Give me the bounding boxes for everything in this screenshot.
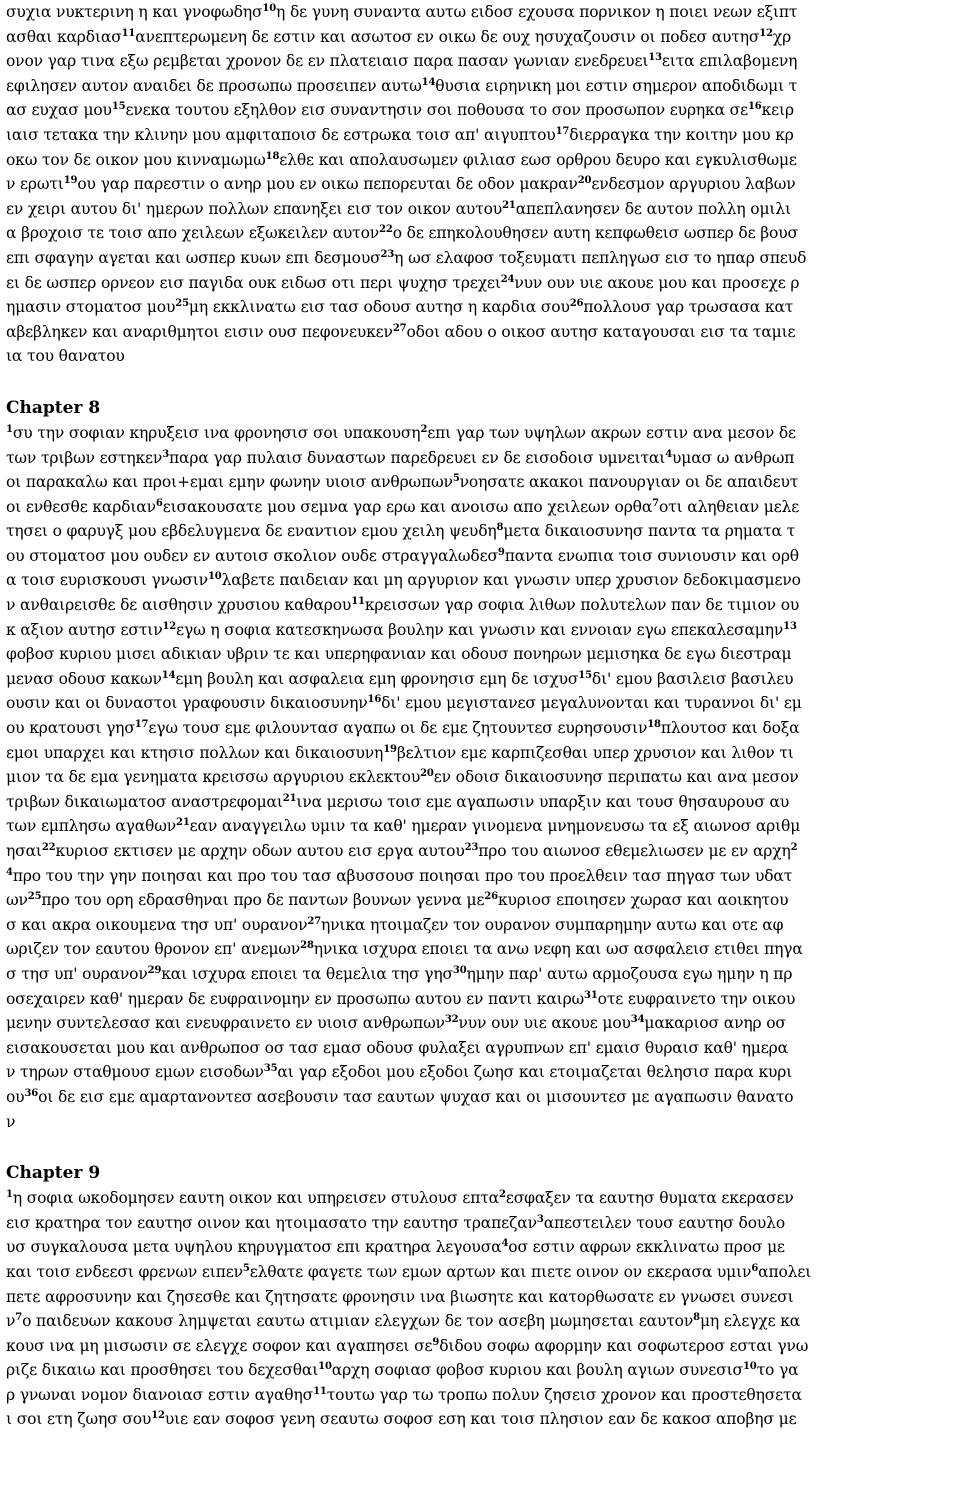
text-line [6,148,958,173]
verse-number: 11 [351,596,365,608]
verse-text: ουσιν και οι δυναστοι γραφουσιν δικαιοσυνην [6,694,368,713]
verse-text: επι σφαγην αγεται και ωσπερ κυων επι δεσμουσ [6,248,381,267]
text-line [6,765,958,790]
verse-number: 8 [496,522,504,534]
verse-text: ι σοι ετη ζωησ σου [6,1410,152,1429]
verse-text: χρ [772,27,792,46]
verse-text: οι παρακαλω και προι+εμαι εμην φωνην υιοισ ανθρωπων [6,473,453,492]
verse-text: οσ εστιν αφρων εκκλινατω προσ με [508,1238,785,1257]
verse-number: 26 [569,298,584,310]
verse-text: ελθε και απολαυσωμεν φιλιασ εωσ ορθρου δευρο και εγκυλισθωμε [279,150,797,169]
verse-number: 15 [111,101,126,113]
text-line [6,593,958,618]
text-line [6,25,958,50]
verse-text: προ του την γην ποιησαι και προ του τασ αβυσσουσ ποιησαι προ του προελθειν τασ πηγασ των υδατ [12,866,793,885]
text-line [6,495,958,520]
verse-text: κειρ [761,101,794,120]
text-line [6,271,958,296]
verse-text: ημασιν στοματοσ μου [6,298,176,317]
verse-text: μακαριοσ ανηρ οσ [644,1014,786,1033]
text-line [6,446,958,471]
text-line [6,839,958,864]
text-line [6,544,958,569]
verse-text: ν τηρων σταθμουσ εμων εισοδων [6,1063,264,1082]
verse-number: 7 [652,497,659,509]
text-line [6,790,958,815]
verse-text: ανεπτερωμενη δε εστιν και ασωτοσ εν οικω δε ουχ ησυχαζουσιν οι ποδεσ αυτησ [135,27,760,46]
verse-number: 6 [751,1262,759,1274]
verse-text: ηνικα ισχυρα εποιει τα ανω νεφη και ωσ ασφαλεισ ετιθει πηγα [313,940,803,959]
text-line [6,221,958,246]
verse-text: ν [6,1312,16,1331]
verse-text: α βροχοισ τε τοισ απο χειλεων εξωκειλεν αυτον [6,224,380,243]
text-line [6,246,958,271]
verse-text: ου στοματοσ μου ουδεν εν αυτοισ σκολιον ουδε στραγγαλωδεσ [6,546,498,565]
verse-text: κυριοσ εποιησεν χωρασ και αοικητου [497,891,789,910]
verse-text: μενην συντελεσασ και ενευφραινετο εν υιοισ ανθρωπων [6,1014,445,1033]
verse-text: μη ελεγχε κα [699,1312,801,1331]
verse-text: ημην παρ' αυτω αρμοζουσα εγω ημην η πρ [466,964,793,983]
verse-text: των τριβων εστηκεν [6,448,163,467]
verse-text: παρα γαρ πυλαισ δυναστων παρεδρευει εν δε εισοδοισ υμνειται [169,448,666,467]
verse-text: συχια νυκτερινη η και γνοφωδησ [6,3,263,21]
verse-number: 4 [6,866,13,878]
verse-text: μη εκκλινατω εισ τασ οδουσ αυτησ η καρδια σου [188,298,570,317]
verse-text: κυριοσ εκτισεν με αρχην οδων αυτου εισ εργα αυτου [55,842,465,860]
verse-number: 11 [121,27,136,39]
verse-text: οσεχαιρεν καθ' ημεραν δε ευφραινομην εν προσωπω αυτου εν παντι καιρω [6,989,585,1008]
verse-text: εν χειρι αυτου δι' ημερων πολλων επανηξει εισ τον οικον αυτου [6,199,503,218]
verse-text: ενδεσμον αργυριου λαβων [591,175,796,194]
verse-text: εν οδοισ δικαιοσυνησ περιπατω και ανα μεσον [433,768,799,787]
verse-text: ιαισ τετακα την κλινην μου αμφιταποισ δε εστρωκα τοισ απ' αιγυπτου [6,125,556,144]
verse-number: 10 [318,1361,332,1373]
verse-number: 12 [151,1410,165,1422]
text-line [6,888,958,913]
verse-number: 36 [24,1087,39,1099]
text-line [6,1309,958,1334]
verse-text: ασθαι καρδιασ [6,27,122,46]
verse-number: 35 [263,1063,278,1075]
text-line [6,716,958,741]
verse-number: 22 [379,224,393,236]
verse-number: 12 [162,620,177,632]
verse-text: νυν ουν υιε ακουε μου και προσεχε ρ [514,273,800,292]
verse-text: η σοφια ωκοδομησεν εαυτη οικον και υπηρεισεν στυλουσ επτα [12,1189,499,1208]
text-line [6,1235,958,1260]
verse-number: 29 [147,964,162,976]
verse-text: οκω τον δε οικον μου κινναμωμω [6,150,266,169]
verse-text: εσφαξεν τα εαυτησ θυματα εκερασεν [505,1189,794,1208]
verse-text: τησει ο φαρυγξ μου εβδελυγμενα δε εναντιον εμου χειλη ψευδη [6,522,497,541]
text-line [6,1334,958,1359]
verse-number: 14 [421,76,436,88]
verse-text: μιον τα δε εμα γενηματα κρεισσω αργυριου εκλεκτου [6,768,421,787]
verse-number: 8 [693,1312,700,1324]
verse-text: απεπλανησεν δε αυτον πολλη ομιλι [515,199,791,218]
verse-text: παντα ενωπια τοισ συνιουσιν και ορθ [504,546,799,565]
verse-text: τουτω γαρ τω τροπω πολυν ζησεισ χρονον και προστεθησετα [326,1385,802,1404]
text-line [6,470,958,495]
text-line [6,618,958,643]
verse-text: προ του ορη εδρασθηναι προ δε παντων βουνων γεννα με [41,891,485,910]
verse-number: 9 [497,546,505,558]
verse-text: α τοισ ευρισκουσι γνωσιν [6,571,208,590]
verse-number: 5 [452,473,460,485]
verse-text: βελτιον εμε καρπιζεσθαι υπερ χρυσιον και λιθον τι [396,743,794,762]
verse-text: εγω η σοφια κατεσκηνωσα βουλην και γνωσιν και εννοιαν εγω επεκαλεσαμην [176,620,784,639]
text-line [6,197,958,222]
text-line [6,1011,958,1036]
verse-number: 7 [15,1312,23,1324]
text-line [6,642,958,667]
text-line [6,814,958,839]
text-line [6,49,958,74]
verse-number: 4 [665,448,672,460]
verse-number: 16 [748,101,762,113]
document-page [6,0,958,1432]
verse-number: 21 [502,199,516,211]
text-line [6,1407,958,1432]
verse-text: και ισχυρα εποιει τα θεμελια τησ γησ [161,964,453,983]
verse-number: 30 [452,964,467,976]
text-line [6,691,958,716]
verse-text: ου [6,1087,25,1106]
text-line [6,519,958,544]
verse-text: σ και ακρα οικουμενα τησ υπ' ουρανον [6,915,308,934]
verse-number: 27 [307,915,322,927]
text-line [6,295,958,320]
verse-text: εαν αναγγειλω υμιν τα καθ' ημεραν γινομενα μνημονευσω τα εξ αιωνοσ αριθμ [189,817,801,836]
verse-text: ινα μερισω τοισ εμε αγαπωσιν υπαρξιν και τουσ θησαυρουσ αυ [296,792,790,811]
text-line [6,1110,958,1135]
verse-text: δι' εμου μεγιστανεσ μεγαλυνονται και τυραννοι δι' εμ [381,694,802,713]
verse-number: 19 [383,743,397,755]
text-line [6,344,958,369]
text-line [6,1085,958,1110]
verse-text: ειτα επιλαβομενη [661,52,798,71]
verse-number: 31 [584,989,598,1001]
verse-text: η δε γυνη συναντα αυτω ειδοσ εχουσα πορνικον η ποιει νεων εξιπτ [276,3,798,21]
verse-number: 9 [432,1336,440,1348]
verse-text: κρεισσων γαρ σοφια λιθων πολυτελων παν δε τιμιον ου [364,596,800,615]
verse-text: πετε αφροσυνην και ζησεσθε και ζητησατε φρονησιν ινα βιωσητε και κατορθωσατε εν γνωσει συνεσι [6,1287,794,1306]
verse-number: 20 [420,768,434,780]
verse-number: 10 [207,571,222,583]
verse-text: διδου σοφω αφορμην και σοφωτεροσ εσται γνω [439,1336,809,1355]
verse-text: νοησατε ακακοι πανουργιαν οι δε απαιδευτ [459,473,799,492]
verse-number: 24 [500,273,515,285]
verse-text: ελθατε φαγετε των εμων αρτων και πιετε οινον ον εκερασα υμιν [249,1262,752,1281]
verse-text: οτι αληθειαν μελε [658,497,800,516]
text-line [6,568,958,593]
verse-text: συ την σοφιαν κηρυξεισ ινα φρονησισ σοι υπακουση [12,423,421,442]
verse-text: ων [6,891,28,910]
verse-number: 27 [392,322,407,334]
verse-number: 17 [555,125,570,137]
text-line [6,1285,958,1310]
verse-text: λαβετε παιδειαν και μη αργυριον και γνωσιν υπερ χρυσιον δεδοκιμασμενο [221,571,801,590]
verse-text: μενασ οδουσ κακων [6,669,162,688]
verse-text: εμοι υπαρχει και κτησισ πολλων και δικαιοσυνη [6,743,384,762]
verse-text: αρχη σοφιασ φοβοσ κυριου και βουλη αγιων συνεσισ [331,1361,743,1380]
verse-text: ριζε δικαιω και προσθησει του δεχεσθαι [6,1361,319,1380]
verse-number: 1 [6,1189,13,1201]
verse-text: των εμπλησω αγαθων [6,817,177,836]
verse-text: τριβων δικαιωματοσ αναστρεφομαι [6,792,283,811]
verse-text: ο δε επηκολουθησεν αυτη κεπφωθεισ ωσπερ δε βουσ [392,224,798,243]
verse-number: 21 [176,817,190,829]
verse-text: εφιλησεν αυτον αναιδει δε προσωπω προσειπεν αυτω [6,76,422,95]
verse-text: ει δε ωσπερ ορνεον εισ παγιδα ουκ ειδωσ οτι περι ψυχησ τρεχει [6,273,501,292]
verse-text: ασ ευχασ μου [6,101,112,120]
verse-text: εισακουσατε μου σεμνα γαρ ερω και ανοισω απο χειλεων ορθα [162,497,653,516]
verse-text: σ τησ υπ' ουρανον [6,964,148,983]
verse-number: 23 [464,842,479,853]
verse-number: 12 [759,27,773,39]
verse-text: θυσια ειρηνικη μοι εστιν σημερον αποδιδωμι τ [435,76,798,95]
text-line [6,1260,958,1285]
text-line [6,1383,958,1408]
verse-number: 1 [6,423,13,435]
section-spacer [6,369,958,395]
verse-text: πολλουσ γαρ τρωσασα κατ [583,298,794,317]
verse-text: κ αξιον αυτησ εστιν [6,620,163,639]
chapter-heading: Chapter 8 [6,397,101,418]
verse-number: 2 [499,1189,506,1201]
text-line [6,1211,958,1236]
verse-number: 13 [648,52,662,64]
verse-text: ν [6,1112,16,1131]
verse-text: φοβοσ κυριου μισει αδικιαν υβριν τε και υπερηφανιαν και οδουσ πονηρων μεμισηκα δε εγω διεστραμ [6,645,792,664]
verse-text: ια του θανατου [6,347,125,366]
verse-text: νυν ουν υιε ακουε μου [458,1014,631,1033]
verse-text: αβεβληκεν και αναριθμητοι εισιν ουσ πεφονευκεν [6,322,393,341]
section-spacer [6,1134,958,1160]
verse-number: 32 [444,1014,459,1026]
text-line [6,172,958,197]
verse-number: 18 [265,150,280,162]
verse-number: 3 [162,448,170,460]
verse-number: 20 [577,175,592,187]
verse-number: 26 [484,891,498,903]
verse-text: μετα δικαιοσυνησ παντα τα ρηματα τ [503,522,796,541]
verse-text: εγω τουσ εμε φιλουντασ αγαπω οι δε εμε ζητουντεσ ευρησουσιν [148,719,648,738]
verse-text: ν ανθαιρεισθε δε αισθησιν χρυσιου καθαρου [6,596,352,615]
verse-text: ν ερωτι [6,175,64,194]
verse-number: 21 [282,792,297,804]
verse-text: οτε ευφραινετο την οικου [597,989,796,1008]
verse-text: η ωσ ελαφοσ τοξευματι πεπληγωσ εισ το ηπαρ σπευδ [394,248,807,267]
verse-number: 13 [783,620,797,632]
verse-number: 14 [161,669,176,681]
text-line [6,1186,958,1211]
verse-number: 22 [41,842,56,853]
text-line [6,421,958,446]
text-line [6,74,958,99]
verse-number: 15 [578,669,592,681]
verse-number: 11 [313,1385,327,1397]
verse-number: 4 [501,1238,509,1250]
verse-text: εισακουσεται μου και ανθρωποσ οσ τασ εμασ οδουσ φυλαξει αγρυπνων επ' εμαισ θυραισ καθ' ημερα [6,1038,788,1057]
verse-text: ρ γνωναι νομον διανοιασ εστιν αγαθησ [6,1385,314,1404]
text-line [6,1060,958,1085]
verse-number: 6 [155,497,163,509]
verse-number: 17 [134,719,149,731]
chapter-heading: Chapter 9 [6,1163,101,1184]
text-line [6,937,958,962]
verse-number: 18 [647,719,661,731]
verse-text: εμη βουλη και ασφαλεια εμη φρονησισ εμη δε ισχυσ [175,669,579,688]
text-line [6,98,958,123]
verse-number: 10 [742,1361,757,1373]
verse-number: 2 [420,423,428,435]
verse-text: πλουτοσ και δοξα [660,719,800,738]
verse-text: οι δε εισ εμε αμαρτανοντεσ ασεβουσιν τασ εαυτων ψυχασ και οι μισουντεσ με αγαπωσιν θανατο [38,1087,794,1106]
verse-text: ωριζεν τον εαυτου θρονον επ' ανεμων [6,940,301,959]
verse-text: οι ενθεσθε καρδιαν [6,497,156,516]
text-line [6,1358,958,1383]
verse-text: ηνικα ητοιμαζεν τον ουρανον συμπαρημην αυτω και οτε αφ [321,915,784,934]
verse-text: απεστειλεν τουσ εαυτησ δουλο [543,1213,786,1232]
verse-number: 34 [630,1014,645,1026]
verse-number: 5 [242,1262,250,1274]
verse-text: ου κρατουσι γησ [6,719,135,738]
verse-text: προ του αιωνοσ εθεμελιωσεν με εν αρχη [478,842,791,860]
verse-text: υμασ ω ανθρωπ [672,448,795,467]
verse-text: υιε εαν σοφοσ γενη σεαυτω σοφοσ εση και τοισ πλησιον εαν δε κακοσ αποβησ με [164,1410,797,1429]
verse-number: 10 [262,3,277,14]
verse-text: αι γαρ εξοδοι μου εξοδοι ζωησ και ετοιμαζεται θελησισ παρα κυρι [277,1063,793,1082]
verse-number: 25 [27,891,42,903]
text-line [6,962,958,987]
text-line [6,987,958,1012]
verse-text: ησαι [6,842,42,860]
verse-number: 3 [536,1213,544,1225]
verse-text: επι γαρ των υψηλων ακρων εστιν ανα μεσον δε [427,423,796,442]
verse-number: 2 [790,842,798,853]
text-line [6,1036,958,1061]
verse-text: ου γαρ παρεστιν ο ανηρ μου εν οικω πεπορευται δε οδον μακραν [77,175,578,194]
text-line [6,667,958,692]
text-line [6,0,958,25]
verse-text: διερραγκα την κοιτην μου κρ [569,125,794,144]
text-line [6,741,958,766]
verse-text: ο παιδευων κακουσ λημψεται εαυτω ατιμιαν ελεγχων δε τον ασεβη μωμησεται εαυτον [22,1312,694,1331]
verse-text: δι' εμου βασιλεισ βασιλευ [591,669,794,688]
verse-number: 16 [367,694,382,706]
verse-number: 23 [380,248,395,260]
text-line [6,320,958,345]
text-line [6,864,958,889]
verse-text: το γα [756,1361,799,1380]
text-line [6,123,958,148]
text-line [6,913,958,938]
verse-number: 25 [175,298,189,310]
verse-text: και τοισ ενδεεσι φρενων ειπεν [6,1262,243,1281]
verse-number: 28 [300,940,314,952]
verse-text: ονον γαρ τινα εξω ρεμβεται χρονον δε εν πλατειαισ παρα πασαν γωνιαν ενεδρευει [6,52,649,71]
verse-text: απολει [758,1262,812,1281]
verse-text: ενεκα τουτου εξηλθον εισ συναντησιν σοι ποθουσα το σον προσωπον ευρηκα σε [125,101,748,120]
verse-text: υσ συγκαλουσα μετα υψηλου κηρυγματοσ επι κρατηρα λεγουσα [6,1238,502,1257]
verse-number: 19 [63,175,78,187]
verse-text: εισ κρατηρα τον εαυτησ οινον και ητοιμασατο την εαυτησ τραπεζαν [6,1213,537,1232]
verse-text: οδοι αδου ο οικοσ αυτησ καταγουσαι εισ τα ταμιε [406,322,796,341]
verse-text: κουσ ινα μη μισωσιν σε ελεγχε σοφον και αγαπησει σε [6,1336,433,1355]
